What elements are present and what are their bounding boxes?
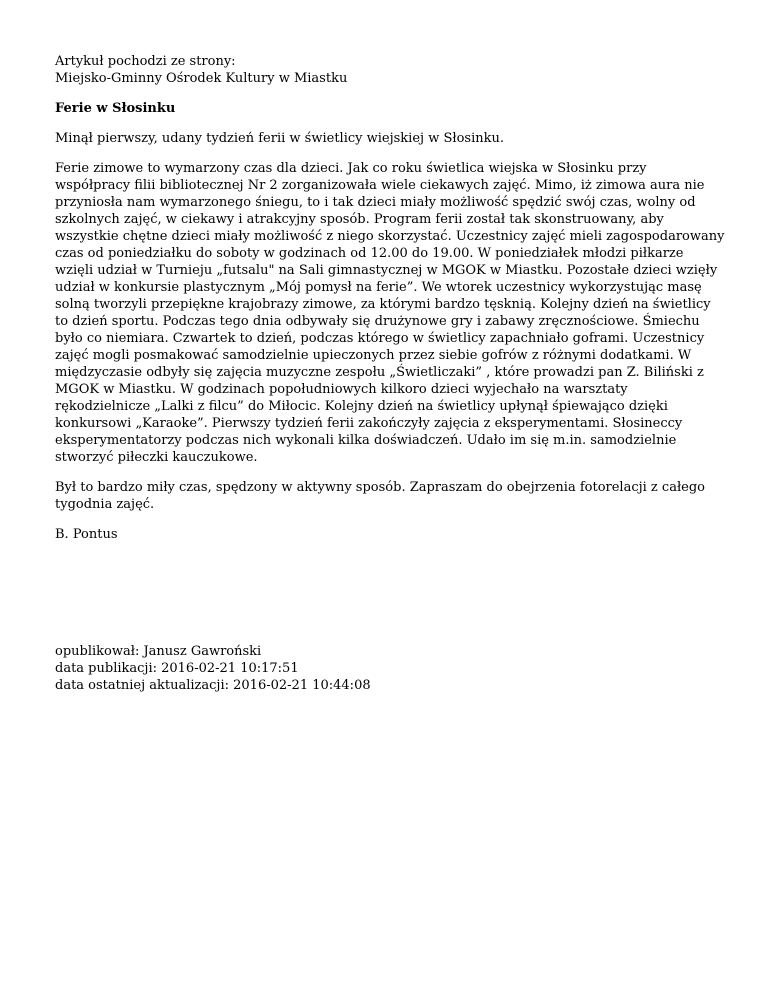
body-line: było co niemiara. Czwartek to dzień, podczas którego w świetlicy zapachniało goframi. Uczestnicy xyxy=(55,331,705,346)
closing-line: Był to bardzo miły czas, spędzony w aktywny sposób. Zapraszam do obejrzenia fotorelacji z całego xyxy=(55,480,706,495)
body-line: solną tworzyli przepiękne krajobrazy zimowe, za którymi bardzo tęsknią. Kolejny dzień na świetlicy xyxy=(55,297,711,312)
updated-date: data ostatniej aktualizacji: 2016-02-21 10:44:08 xyxy=(55,678,371,693)
source-site: Miejsko-Gminny Ośrodek Kultury w Miastku xyxy=(55,71,348,86)
article-closing xyxy=(55,479,715,513)
published-date: data publikacji: 2016-02-21 10:17:51 xyxy=(55,661,299,676)
body-line: MGOK w Miastku. W godzinach popołudniowych kilkoro dzieci wyjechało na warsztaty xyxy=(55,382,628,397)
article-signature: B. Pontus xyxy=(55,527,118,542)
body-line: rękodzielnicze „Lalki z filcu” do Miłocic. Kolejny dzień na świetlicy upłynął śpiewająco dzięki xyxy=(55,399,668,414)
body-line: szkolnych zajęć, w ciekawy i atrakcyjny sposób. Program ferii został tak skonstruowany, aby xyxy=(55,212,664,227)
article-page xyxy=(55,53,725,543)
source-label: Artykuł pochodzi ze strony: xyxy=(55,54,236,69)
body-line: konkursowi „Karaoke”. Pierwszy tydzień ferii zakończyły zajęcia z eksperymentami. Słosineccy xyxy=(55,416,683,431)
body-line: międzyczasie odbyły się zajęcia muzyczne zespołu „Świetliczaki” , które prowadzi pan Z. Biliński z xyxy=(55,365,704,380)
body-line: wszystkie chętne dzieci miały możliwość z niego skorzystać. Uczestnicy zajęć mieli zagospodarowany xyxy=(55,229,725,244)
body-line: zajęć mogli posmakować samodzielnie upieczonych przez siebie gofrów z różnymi dodatkami. W xyxy=(55,348,692,363)
body-line: czas od poniedziałku do soboty w godzinach od 12.00 do 19.00. W poniedziałek młodzi piłkarze xyxy=(55,246,684,261)
publication-meta xyxy=(55,643,371,694)
source-info xyxy=(55,53,715,87)
article-lead: Minął pierwszy, udany tydzień ferii w świetlicy wiejskiej w Słosinku. xyxy=(55,131,504,146)
published-by: opublikował: Janusz Gawroński xyxy=(55,644,262,659)
body-line: Ferie zimowe to wymarzony czas dla dzieci. Jak co roku świetlica wiejska w Słosinku przy xyxy=(55,161,647,176)
closing-line: tygodnia zajęć. xyxy=(55,497,155,512)
body-line: przyniosła nam wymarzonego śniegu, to i tak dzieci miały możliwość spędzić swój czas, wolny od xyxy=(55,195,696,210)
body-line: eksperymentatorzy podczas nich wykonali kilka doświadczeń. Udało im się m.in. samodzielnie xyxy=(55,433,677,448)
body-line: udział w konkursie plastycznym „Mój pomysł na ferie”. We wtorek uczestnicy wykorzystując masę xyxy=(55,280,702,295)
article-title: Ferie w Słosinku xyxy=(55,101,176,116)
body-line: wzięli udział w Turnieju „futsalu" na Sali gimnastycznej w MGOK w Miastku. Pozostałe dzieci wzięły xyxy=(55,263,718,278)
body-line: współpracy filii bibliotecznej Nr 2 zorganizowała wiele ciekawych zajęć. Mimo, iż zimowa aura nie xyxy=(55,178,705,193)
body-line: to dzień sportu. Podczas tego dnia odbywały się drużynowe gry i zabawy zręcznościowe. Śmiechu xyxy=(55,314,700,329)
article-body xyxy=(55,160,725,466)
body-line: stworzyć piłeczki kauczukowe. xyxy=(55,450,258,465)
